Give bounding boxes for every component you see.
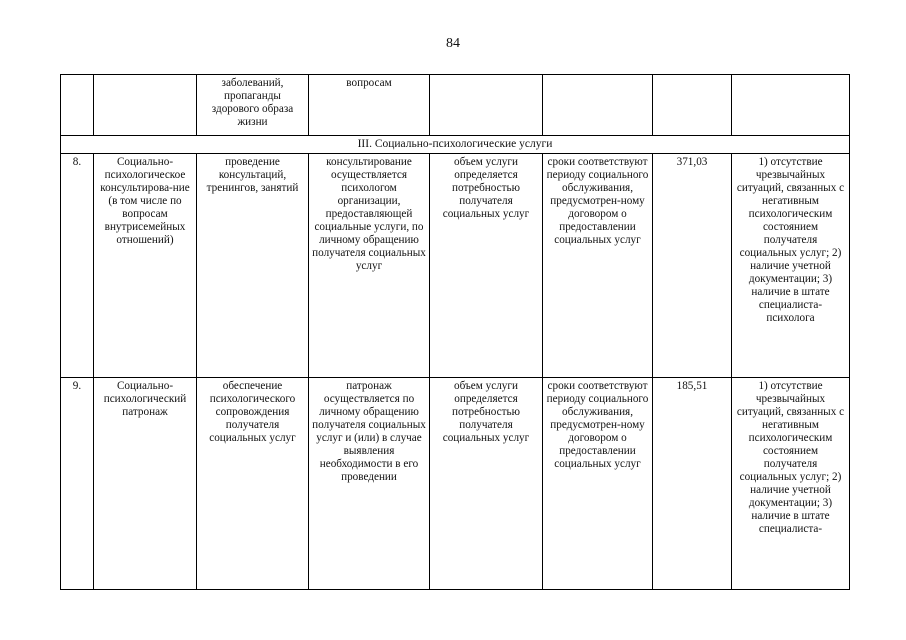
cell-terms (543, 75, 653, 136)
services-table (60, 74, 850, 590)
cell-name: Социально-психологический патронаж (94, 378, 197, 590)
cell-price (653, 75, 732, 136)
page-number: 84 (446, 36, 460, 51)
cell-content: проведение консультаций, тренингов, занятий (197, 154, 309, 378)
cell-conditions: 1) отсутствие чрезвычайных ситуаций, связанных с негативным психологическим состоянием получателя социальных услуг; 2) наличие учетной документации; 3) наличие в штате специалиста-психолога (732, 154, 850, 378)
cell-num: 9. (61, 378, 94, 590)
cell-volume: объем услуги определяется потребностью получателя социальных услуг (430, 378, 543, 590)
cell-description: консультирование осуществляется психологом организации, предоставляющей социальные услуги, по личному обращению получателя социальных услуг (309, 154, 430, 378)
cell-content: заболеваний, пропаганды здорового образа жизни (197, 75, 309, 136)
cell-name: Социально-психологическое консультирова-ние (в том числе по вопросам внутрисемейных отношений) (94, 154, 197, 378)
cell-content: обеспечение психологического сопровождения получателя социальных услуг (197, 378, 309, 590)
table-row-continuation (61, 75, 850, 136)
cell-price: 371,03 (653, 154, 732, 378)
cell-description: патронаж осуществляется по личному обращению получателя социальных услуг и (или) в случае выявления необходимости в его проведении (309, 378, 430, 590)
cell-conditions: 1) отсутствие чрезвычайных ситуаций, связанных с негативным психологическим состоянием получателя социальных услуг; 2) наличие учетной документации; 3) наличие в штате специалиста- (732, 378, 850, 590)
cell-num: 8. (61, 154, 94, 378)
cell-price: 185,51 (653, 378, 732, 590)
table-row (61, 378, 850, 590)
cell-conditions (732, 75, 850, 136)
cell-num (61, 75, 94, 136)
table-row (61, 154, 850, 378)
cell-name (94, 75, 197, 136)
cell-terms: сроки соответствуют периоду социального обслуживания, предусмотрен-ному договором о предоставлении социальных услуг (543, 154, 653, 378)
cell-volume (430, 75, 543, 136)
section-title: III. Социально-психологические услуги (61, 136, 850, 154)
cell-terms: сроки соответствуют периоду социального обслуживания, предусмотрен-ному договором о предоставлении социальных услуг (543, 378, 653, 590)
cell-volume: объем услуги определяется потребностью получателя социальных услуг (430, 154, 543, 378)
section-header-row (61, 136, 850, 154)
cell-description: вопросам (309, 75, 430, 136)
